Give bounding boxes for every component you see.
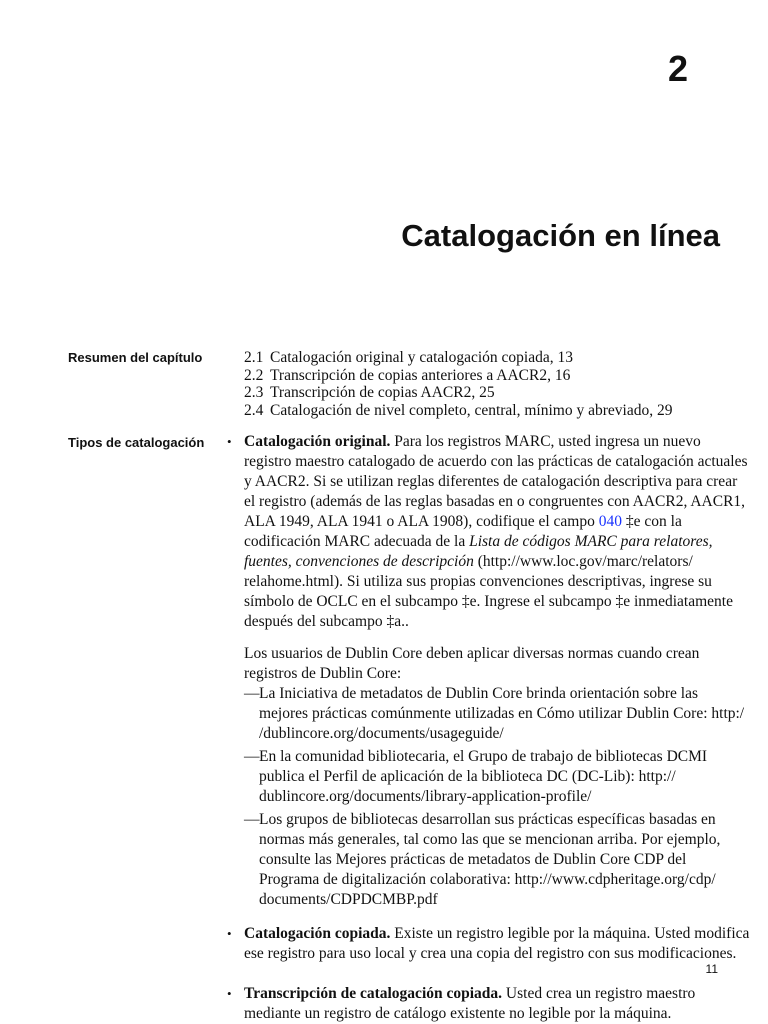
toc-item[interactable] (244, 402, 672, 420)
chapter-summary-list (244, 349, 672, 419)
toc-number: 2.4 (244, 401, 264, 419)
text: ALA 1949, ALA 1941 o ALA 1908), codifique el campo (244, 513, 599, 530)
text-line: el registro (además de las reglas basadas en o congruentes con AACR2, AACR1, (244, 493, 746, 510)
toc-text: Catalogación de nivel completo, central, mínimo y abreviado, 29 (270, 401, 673, 419)
types-label: Tipos de catalogación (68, 435, 205, 450)
text-line: relahome.html). Si utiliza sus propias convenciones descriptivas, ingrese su (244, 573, 712, 590)
text-line: registros de Dublin Core: (244, 665, 402, 682)
text-line: mediante un registro de catálogo existente no legible por la máquina. (244, 1005, 672, 1022)
text: codificación MARC adecuada de la (244, 533, 470, 550)
dublin-core-intro (244, 644, 749, 684)
text-line: En la comunidad bibliotecaria, el Grupo de trabajo de bibliotecas DCMI (259, 748, 708, 765)
text-line: Los usuarios de Dublin Core deben aplicar diversas normas cuando crean (244, 645, 700, 662)
text-line: Programa de digitalización colaborativa: http://www.cdpheritage.org/cdp/ (259, 871, 716, 888)
text-line: publica el Perfil de aplicación de la biblioteca DC (DC-Lib): http:// (259, 768, 676, 785)
page-number: 11 (705, 962, 718, 976)
original-cataloging-item (227, 432, 750, 1024)
text-line: y AACR2. Si se utilizan reglas diferentes de catalogación descriptiva para crear (244, 473, 738, 490)
text-line: Los grupos de bibliotecas desarrollan sus prácticas específicas basadas en (259, 811, 716, 828)
toc-item[interactable] (244, 384, 672, 402)
dash: — (244, 748, 260, 765)
dash: — (244, 685, 260, 702)
toc-number: 2.3 (244, 384, 264, 401)
toc-number: 2.2 (244, 366, 264, 384)
text-line: mejores prácticas comúnmente utilizadas en Cómo utilizar Dublin Core: http:/ (259, 705, 745, 722)
dash: — (244, 811, 260, 828)
toc-item[interactable] (244, 349, 672, 367)
text-line: registro maestro catalogado de acuerdo con las prácticas de catalogación actuales (244, 453, 748, 470)
text: Para los registros MARC, usted ingresa un nuevo (390, 433, 701, 450)
text-line: símbolo de OCLC en el subcampo ‡e. Ingrese el subcampo ‡e inmediatamente (244, 593, 733, 610)
bullet-icon: • (227, 986, 232, 1001)
bullet-icon: • (227, 434, 232, 449)
item-heading: Catalogación copiada. (244, 925, 391, 942)
text-line: normas más generales, tal como las que se mencionan arriba. Por ejemplo, (259, 831, 721, 848)
italic-title: Lista de códigos MARC para relatores, (469, 533, 713, 550)
copied-cataloging-item (227, 924, 750, 964)
text-line: dublincore.org/documents/library-application-profile/ (259, 788, 592, 805)
field-040-link[interactable]: 040 (598, 513, 622, 530)
text: Usted crea un registro maestro (502, 985, 696, 1002)
dash-item (244, 810, 749, 910)
text-line: documents/CDPDCMBP.pdf (259, 891, 438, 908)
text: (http://www.loc.gov/marc/relators/ (473, 553, 693, 570)
text-line: /dublincore.org/documents/usageguide/ (259, 725, 504, 742)
toc-item[interactable] (244, 367, 672, 385)
chapter-number: 2 (667, 48, 688, 89)
italic-title: fuentes, convenciones de descripción (244, 553, 474, 570)
item-heading: Transcripción de catalogación copiada. (244, 985, 503, 1002)
text: ‡e con la (622, 513, 682, 530)
transcription-item (227, 984, 749, 1024)
text-line: La Iniciativa de metadatos de Dublin Core brinda orientación sobre las (259, 685, 699, 702)
item-heading: Catalogación original. (244, 433, 391, 450)
text-line: consulte las Mejores prácticas de metadatos de Dublin Core CDP del (259, 851, 687, 868)
text: Existe un registro legible por la máquina. Usted modifica (390, 925, 750, 942)
toc-text: Catalogación original y catalogación copiada, 13 (270, 349, 573, 366)
bullet-icon: • (227, 926, 232, 941)
text-line: después del subcampo ‡a.. (244, 613, 409, 630)
dash-item (244, 747, 749, 807)
dash-item (244, 684, 749, 744)
chapter-title: Catalogación en línea (401, 218, 720, 253)
summary-label: Resumen del capítulo (68, 350, 203, 365)
text-line: ese registro para uso local y crea una copia del registro con sus modificaciones. (244, 945, 737, 962)
toc-number: 2.1 (244, 349, 264, 366)
toc-text: Transcripción de copias anteriores a AACR2, 16 (270, 366, 571, 384)
toc-text: Transcripción de copias AACR2, 25 (270, 384, 495, 401)
